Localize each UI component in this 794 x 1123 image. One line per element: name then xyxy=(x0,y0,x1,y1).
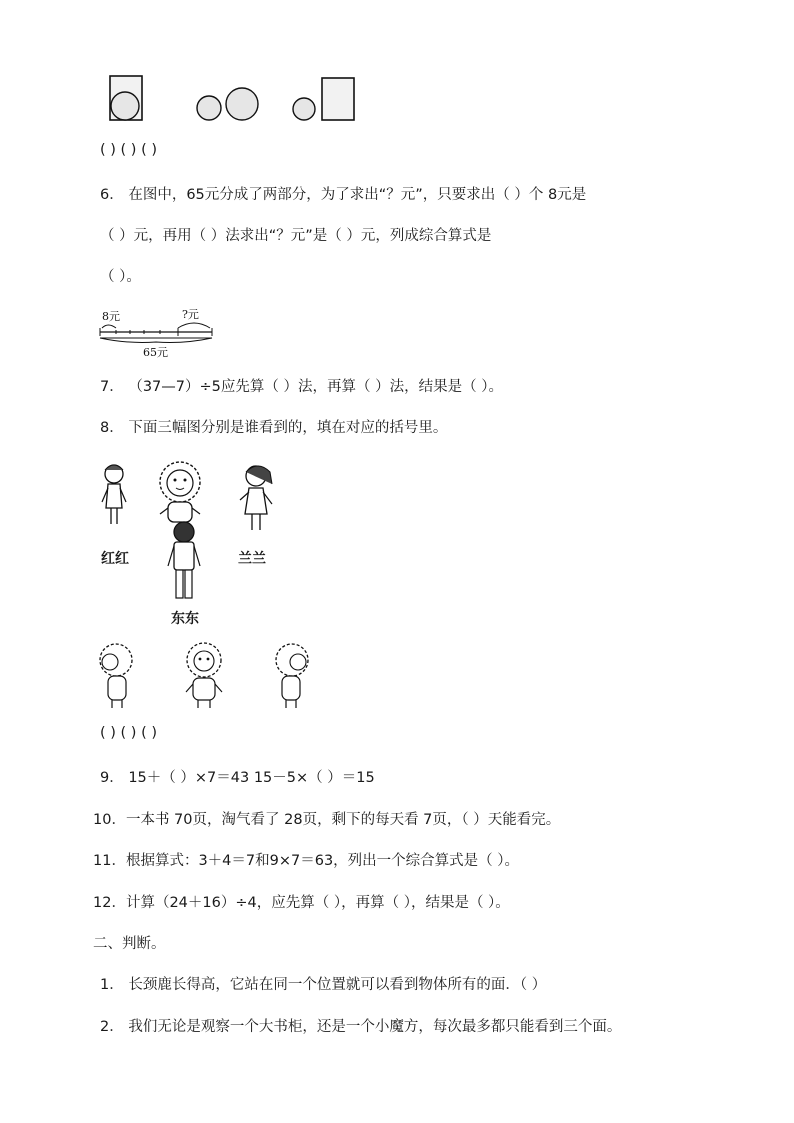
section2-title: 二、判断。 xyxy=(93,936,166,952)
boy-dongdong-figure xyxy=(168,522,200,598)
q11: 11．根据算式：3＋4＝7和9×7＝63，列出一个综合算式是（ ）。 xyxy=(93,853,520,869)
q6-line3: （ ）。 xyxy=(100,269,141,285)
girl-honghong-figure xyxy=(102,465,126,524)
lion-side-view-right xyxy=(276,644,308,708)
judge-item-2: 2． 我们无论是观察一个大书柜，还是一个小魔方，每次最多都只能看到三个面。 xyxy=(100,1019,622,1035)
ball-shape xyxy=(197,96,221,120)
right-segment-label: ?元 xyxy=(182,308,199,321)
q8-answer-row: ( ) ( ) ( ) xyxy=(100,725,157,741)
q8-scene xyxy=(96,458,296,628)
q9: 9． 15＋（ ）×7＝43 15－5×（ ）＝15 xyxy=(100,770,375,786)
name-lanlan: 兰兰 xyxy=(238,551,266,567)
ball-shape xyxy=(293,98,315,120)
q7: 7． （37—7）÷5应先算（ ）法，再算（ ）法，结果是（ ）。 xyxy=(100,379,503,395)
q12: 12．计算（24＋16）÷4，应先算（ ），再算（ ），结果是（ ）。 xyxy=(93,895,510,911)
q6-line1: 6． 在图中，65元分成了两部分，为了求出“？元”，只要求出（ ）个 8元是 xyxy=(100,187,587,203)
q6-segment-diagram xyxy=(98,306,218,360)
q6-line2: （ ）元，再用（ ）法求出“？元”是（ ）元，列成综合算式是 xyxy=(100,228,492,244)
lion-side-view-left xyxy=(100,644,132,708)
shapes-figure xyxy=(100,70,370,128)
total-segment-label: 65元 xyxy=(143,346,168,359)
shapes-answer-row: ( ) ( ) ( ) xyxy=(100,142,157,158)
ball-shape xyxy=(111,92,139,120)
q8-text: 8． 下面三幅图分别是谁看到的，填在对应的括号里。 xyxy=(100,420,448,436)
ball-shape xyxy=(226,88,258,120)
girl-lanlan-figure xyxy=(240,466,272,530)
lion-views-figure xyxy=(96,640,316,712)
left-segment-label: 8元 xyxy=(102,310,120,323)
lion-toy-figure xyxy=(160,462,200,522)
lion-front-view xyxy=(186,643,222,708)
judge-item-1: 1． 长颈鹿长得高，它站在同一个位置就可以看到物体所有的面．（ ） xyxy=(100,977,547,993)
name-dongdong: 东东 xyxy=(171,611,199,627)
q10: 10．一本书 70页，淘气看了 28页，剩下的每天看 7页，（ ）天能看完。 xyxy=(93,812,561,828)
box-shape xyxy=(322,78,354,120)
name-honghong: 红红 xyxy=(101,551,129,567)
